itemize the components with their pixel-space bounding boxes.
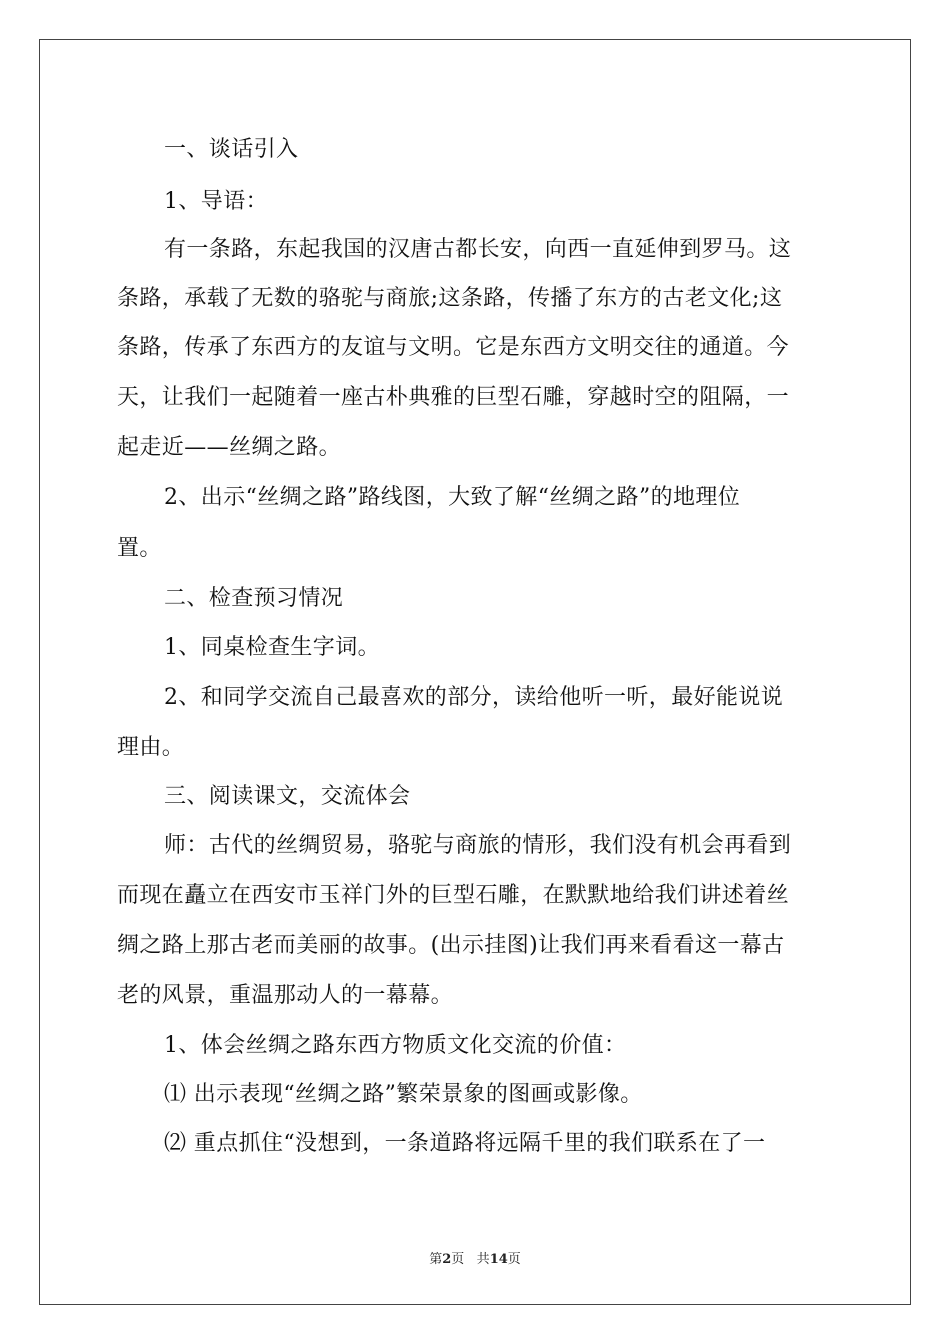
paragraph-line: 2、出示“丝绸之路”路线图，大致了解“丝绸之路”的地理位 (164, 485, 741, 510)
paragraph-line: 天，让我们一起随着一座古朴典雅的巨型石雕，穿越时空的阻隔，一 (117, 385, 790, 410)
total-pages: 14 (489, 1252, 508, 1267)
paragraph-line: 而现在矗立在西安市玉祥门外的巨型石雕，在默默地给我们讲述着丝 (117, 883, 790, 908)
page-footer (0, 1248, 950, 1267)
paragraph-line: 置。 (117, 536, 162, 561)
heading-3: 三、阅读课文，交流体会 (164, 784, 411, 809)
paragraph-line: 2、和同学交流自己最喜欢的部分，读给他听一听，最好能说说 (164, 685, 784, 710)
list-item: ⑴ 出示表现“丝绸之路”繁荣景象的图画或影像。 (164, 1082, 643, 1107)
paragraph-line: 理由。 (117, 735, 185, 760)
total-prefix: 共 (476, 1252, 490, 1267)
total-suffix: 页 (507, 1252, 521, 1267)
paragraph-line: 1、体会丝绸之路东西方物质文化交流的价值： (164, 1033, 627, 1058)
paragraph-line: 1、导语： (164, 189, 268, 214)
page-number: 2 (442, 1252, 452, 1267)
page-suffix: 页 (451, 1252, 465, 1267)
paragraph-line: 起走近——丝绸之路。 (117, 435, 342, 460)
paragraph-line: 绸之路上那古老而美丽的故事。(出示挂图)让我们再来看看这一幕古 (117, 933, 785, 958)
heading-2: 二、检查预习情况 (164, 586, 344, 611)
paragraph-line: 1、同桌检查生字词。 (164, 635, 380, 660)
paragraph-line: 师：古代的丝绸贸易，骆驼与商旅的情形，我们没有机会再看到 (164, 833, 792, 858)
paragraph-line: 条路，传承了东西方的友谊与文明。它是东西方文明交往的通道。今 (117, 335, 790, 360)
paragraph-line: 老的风景，重温那动人的一幕幕。 (117, 983, 454, 1008)
page-prefix: 第 (429, 1252, 443, 1267)
list-item: ⑵ 重点抓住“没想到，一条道路将远隔千里的我们联系在了一 (164, 1131, 766, 1156)
paragraph-line: 有一条路，东起我国的汉唐古都长安，向西一直延伸到罗马。这 (164, 237, 792, 262)
heading-1: 一、谈话引入 (164, 137, 299, 162)
page-border (39, 39, 911, 1305)
paragraph-line: 条路，承载了无数的骆驼与商旅;这条路，传播了东方的古老文化;这 (117, 286, 783, 311)
